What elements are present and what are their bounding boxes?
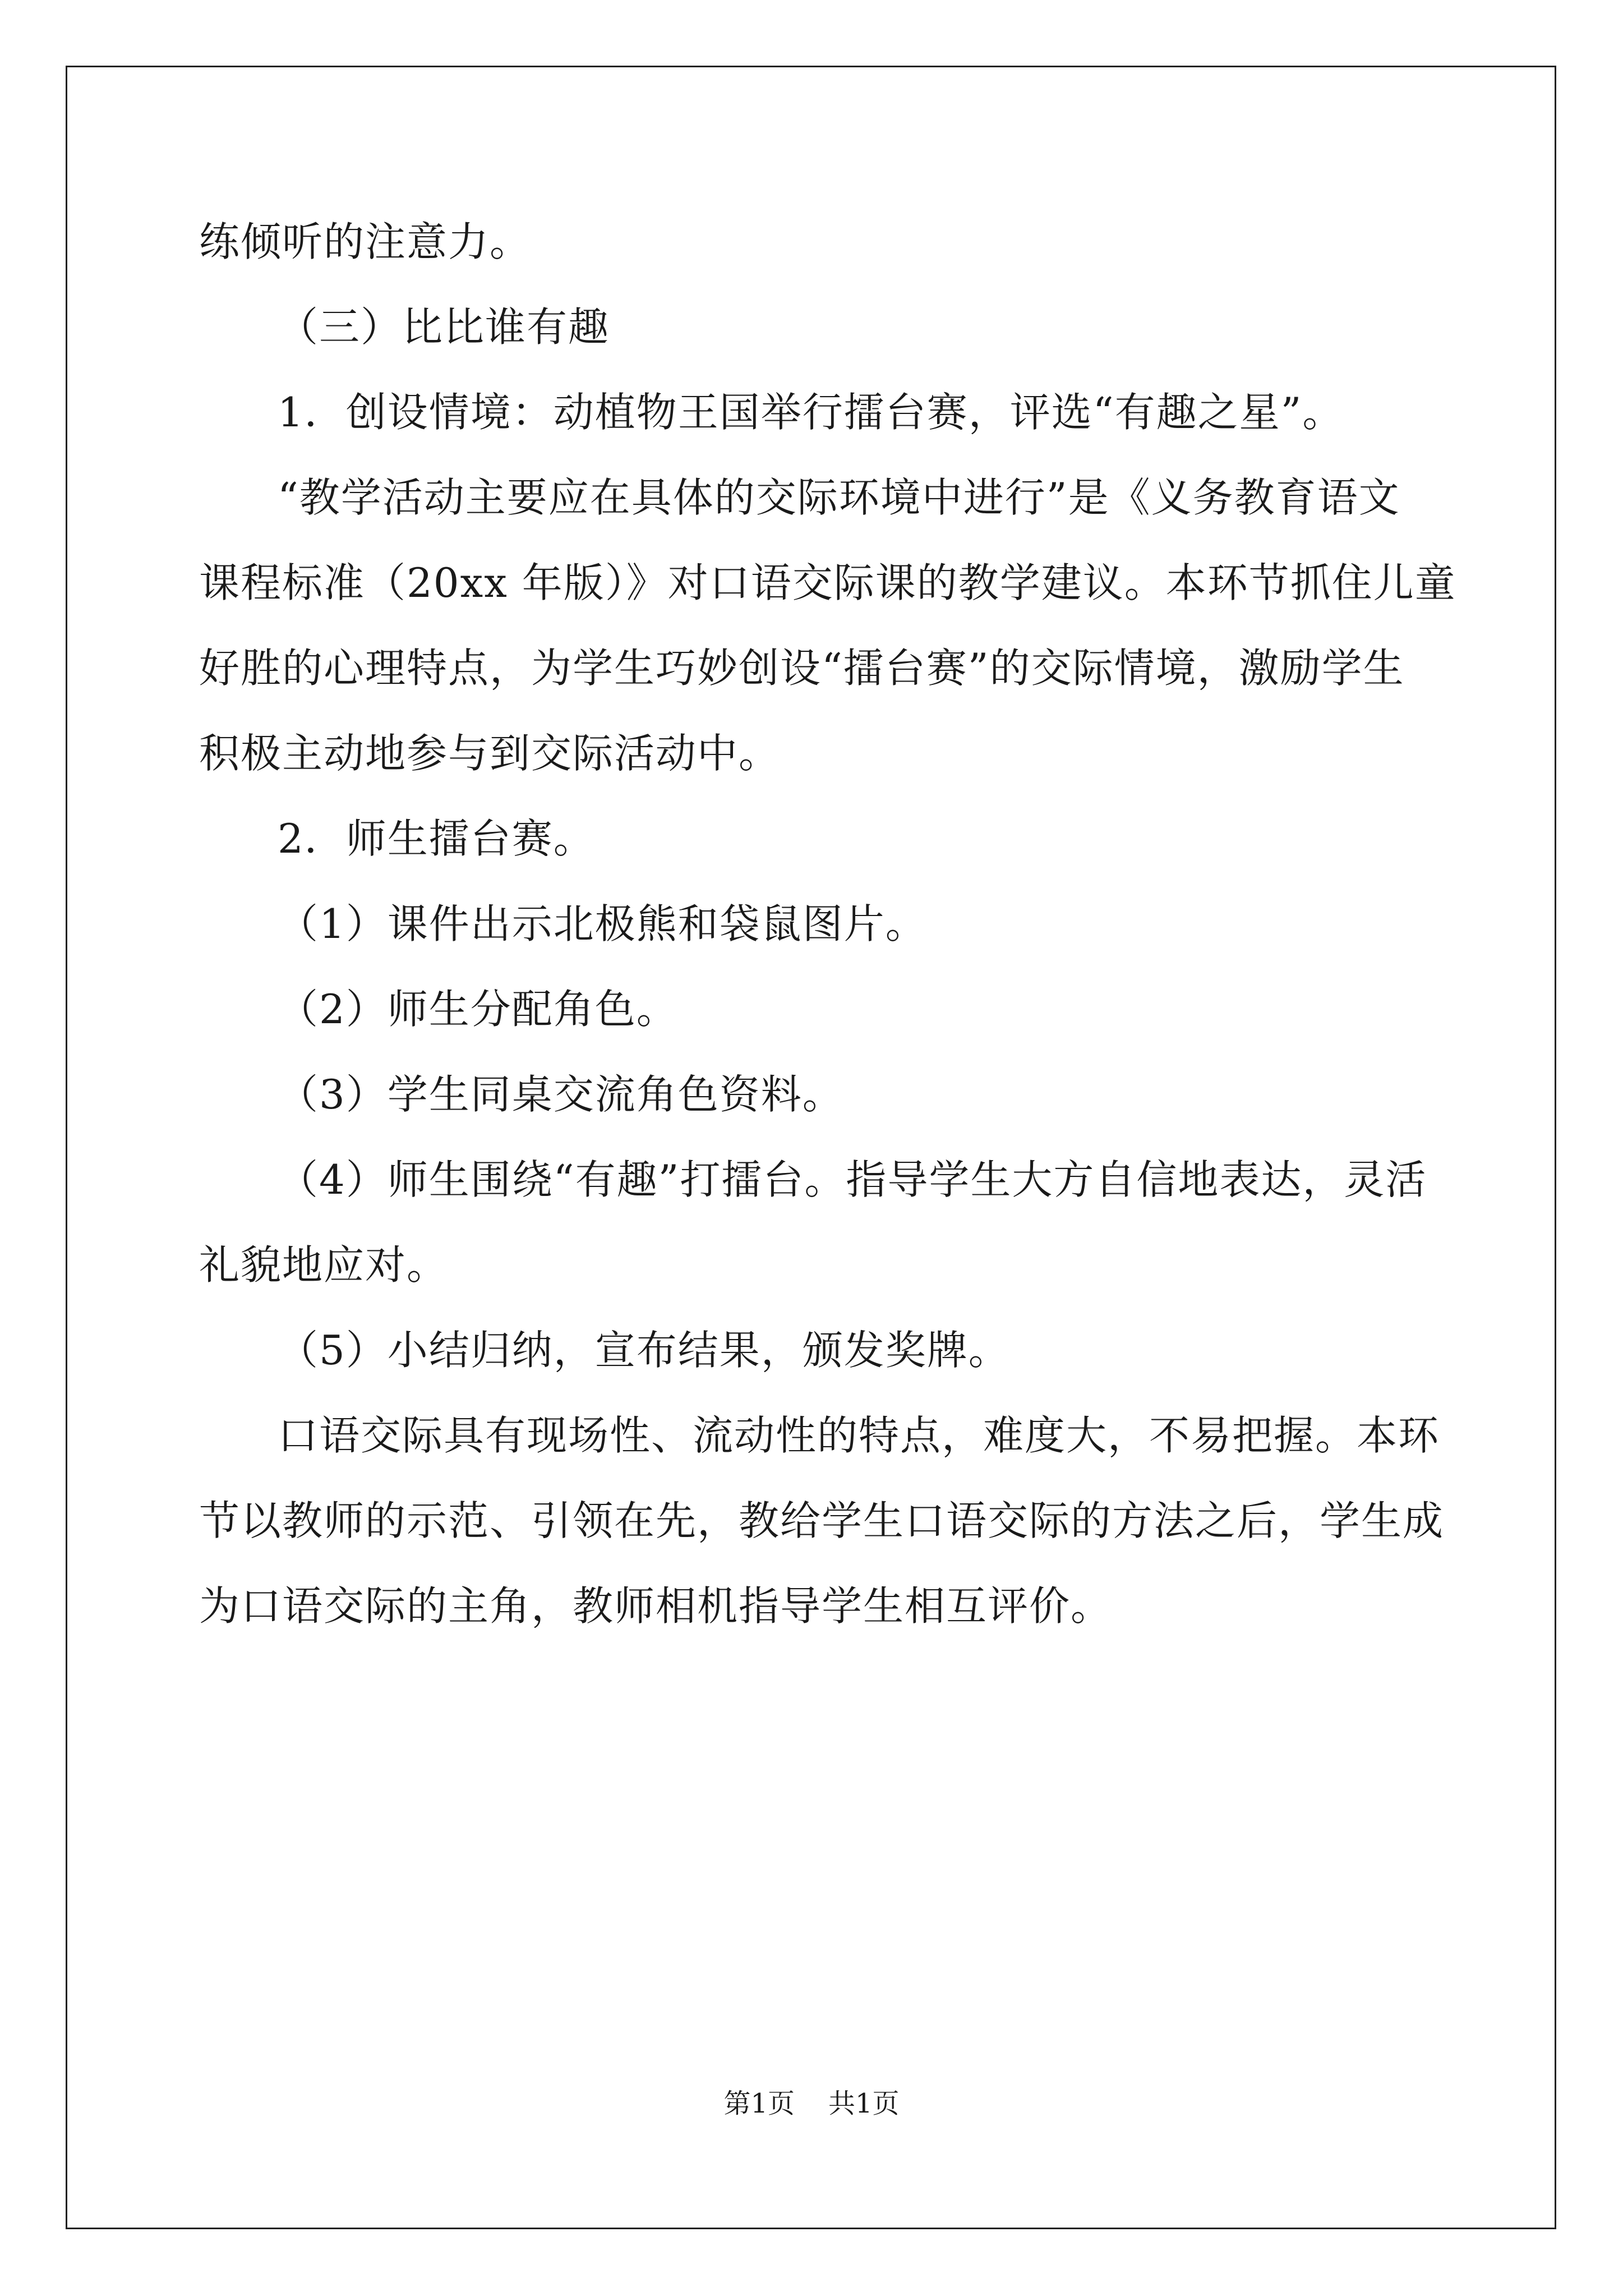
paragraph	[199, 370, 1433, 455]
paragraph	[199, 455, 1456, 796]
page-total: 共1页	[828, 2088, 900, 2119]
paragraph	[199, 1393, 1445, 1649]
paragraph	[199, 1308, 1433, 1393]
paragraph	[199, 967, 1433, 1052]
text-line: “教学活动主要应在具体的交际环境中进行”是《义务教育语文	[278, 474, 1400, 521]
text-line: 好胜的心理特点，为学生巧妙创设“擂台赛”的交际情境，激励学生	[199, 645, 1405, 692]
text-line: 节以教师的示范、引领在先，教给学生口语交际的方法之后，学生成	[199, 1497, 1445, 1544]
paragraph	[199, 881, 1433, 967]
section-heading: （三）比比谁有趣	[278, 303, 610, 351]
text-line: 2．师生擂台赛。	[278, 815, 595, 862]
text-line: 积极主动地参与到交际活动中。	[199, 730, 781, 777]
text-line: （5）小结归纳，宣布结果，颁发奖牌。	[278, 1327, 1010, 1374]
text-line: （3）学生同桌交流角色资料。	[278, 1071, 844, 1118]
page-footer	[0, 2087, 1623, 2120]
text-line: 礼貌地应对。	[199, 1241, 449, 1289]
text-line: 口语交际具有现场性、流动性的特点，难度大，不易把握。本环	[278, 1412, 1440, 1459]
paragraph	[199, 1137, 1433, 1308]
text-line: 为口语交际的主角，教师相机指导学生相互评价。	[199, 1582, 1113, 1630]
paragraph	[199, 1052, 1433, 1137]
text-line: （2）师生分配角色。	[278, 986, 678, 1033]
text-line: 课程标准（20xx 年版）》对口语交际课的教学建议。本环节抓住儿童	[199, 559, 1456, 606]
paragraph	[199, 284, 1433, 370]
document-body	[199, 199, 1456, 1649]
text-line: 1．创设情境：动植物王国举行擂台赛，评选“有趣之星”。	[278, 389, 1344, 436]
text-line: （4）师生围绕“有趣”打擂台。指导学生大方自信地表达，灵活	[278, 1156, 1427, 1203]
paragraph	[199, 796, 1433, 881]
text-line: （1）课件出示北极熊和袋鼠图片。	[278, 900, 927, 947]
text-line: 练倾听的注意力。	[199, 218, 532, 265]
page-number: 第1页	[723, 2088, 795, 2119]
paragraph	[199, 199, 1433, 284]
